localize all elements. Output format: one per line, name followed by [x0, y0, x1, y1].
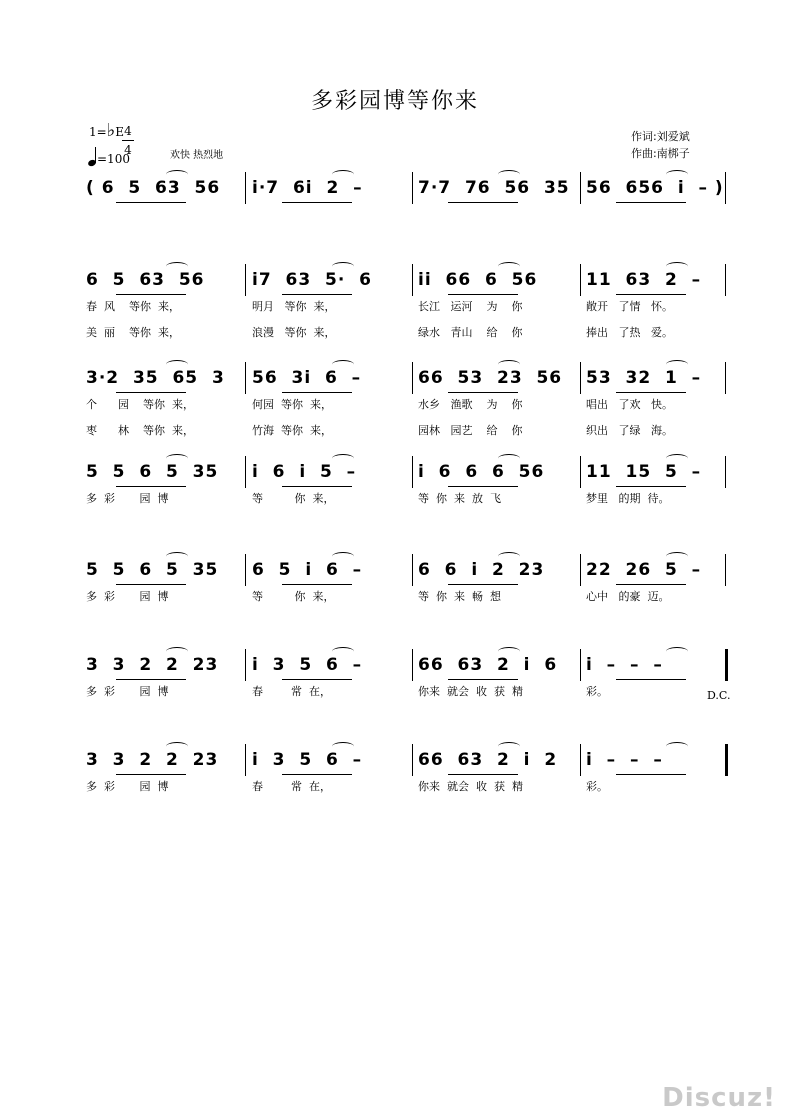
slur-mark — [498, 742, 520, 751]
beam-line — [616, 392, 686, 393]
quarter-note-icon — [88, 148, 97, 166]
slur-mark — [166, 170, 188, 179]
lyric-line: 彩。 — [586, 780, 608, 793]
lyric-line: 多 彩 园 博 — [86, 780, 169, 793]
bar-line — [412, 456, 413, 488]
measure-notes: 3 3 2 2 23 — [86, 750, 219, 770]
bar-line — [725, 744, 728, 776]
lyric-line: 心中 的豪 迈。 — [586, 590, 670, 603]
beam-line — [616, 294, 686, 295]
da-capo-mark: D.C. — [707, 689, 731, 702]
slur-mark — [498, 360, 520, 369]
measure-notes: 66 63 2 i 2 — [418, 750, 558, 770]
measure-notes: 66 63 2 i 6 — [418, 655, 558, 675]
measure-notes: i7 63 5· 6 — [252, 270, 372, 290]
beam-line — [448, 486, 518, 487]
lyric-line: 等 你 来 畅 想 — [418, 590, 501, 603]
beam-line — [616, 202, 686, 203]
bar-line — [245, 264, 246, 296]
lyric-line: 美 丽 等你 来， — [86, 326, 180, 339]
measure-notes: i – – – — [586, 655, 663, 675]
bar-line — [725, 456, 726, 488]
beam-line — [282, 486, 352, 487]
beam-line — [282, 202, 352, 203]
lyric-line: 等 你 来， — [252, 590, 335, 603]
slur-mark — [666, 262, 688, 271]
slur-mark — [332, 360, 354, 369]
lyric-line: 唱出 了欢 快。 — [586, 398, 673, 411]
beam-line — [116, 774, 186, 775]
measure-notes: i 3 5 6 – — [252, 655, 363, 675]
lyric-line: 你来 就会 收 获 精 — [418, 685, 523, 698]
measure-notes: 66 53 23 56 — [418, 368, 563, 388]
measure-notes: i 3 5 6 – — [252, 750, 363, 770]
slur-mark — [332, 552, 354, 561]
bar-line — [245, 456, 246, 488]
watermark-logo: Discuz! — [662, 1083, 776, 1113]
key-signature — [89, 120, 124, 141]
bar-line — [580, 264, 581, 296]
slur-mark — [498, 552, 520, 561]
slur-mark — [666, 742, 688, 751]
slur-mark — [166, 647, 188, 656]
slur-mark — [498, 647, 520, 656]
bar-line — [412, 744, 413, 776]
bar-line — [580, 744, 581, 776]
lyric-line: 个 园 等你 来， — [86, 398, 194, 411]
lyric-line: 等 你 来 放 飞 — [418, 492, 501, 505]
slur-mark — [498, 170, 520, 179]
measure-notes: 5 5 6 5 35 — [86, 560, 219, 580]
lyric-line: 梦里 的期 待。 — [586, 492, 670, 505]
bar-line — [412, 649, 413, 681]
slur-mark — [166, 552, 188, 561]
beam-line — [448, 679, 518, 680]
lyric-line: 竹海 等你 来， — [252, 424, 332, 437]
beam-line — [448, 584, 518, 585]
lyricist-credit: 作词:刘爱斌 — [631, 130, 690, 143]
bar-line — [245, 744, 246, 776]
tempo-marking — [88, 148, 130, 166]
slur-mark — [166, 360, 188, 369]
beam-line — [282, 679, 352, 680]
measure-notes: 56 656 i – ) — [586, 178, 724, 198]
bar-line — [245, 172, 246, 204]
beam-line — [282, 392, 352, 393]
measure-notes: ii 66 6 56 — [418, 270, 538, 290]
measure-notes: 22 26 5 – — [586, 560, 702, 580]
key-prefix: 1= — [89, 125, 107, 139]
bar-line — [412, 172, 413, 204]
lyric-line: 等 你 来， — [252, 492, 335, 505]
lyric-line: 织出 了绿 海。 — [586, 424, 673, 437]
song-title: 多彩园博等你来 — [310, 89, 479, 114]
composer-credit: 作曲:南梆子 — [631, 147, 690, 160]
slur-mark — [332, 742, 354, 751]
measure-notes: i 6 6 6 56 — [418, 462, 545, 482]
slur-mark — [666, 360, 688, 369]
slur-mark — [166, 742, 188, 751]
bar-line — [412, 362, 413, 394]
measure-notes: 7·7 76 56 35 — [418, 178, 570, 198]
slur-mark — [332, 454, 354, 463]
measure-notes: 6 6 i 2 23 — [418, 560, 545, 580]
bar-line — [580, 649, 581, 681]
slur-mark — [498, 262, 520, 271]
beam-line — [616, 679, 686, 680]
lyric-line: 敞开 了情 怀。 — [586, 300, 673, 313]
slur-mark — [332, 647, 354, 656]
lyric-line: 多 彩 园 博 — [86, 685, 169, 698]
lyric-line: 你来 就会 收 获 精 — [418, 780, 523, 793]
lyric-line: 浪漫 等你 来， — [252, 326, 336, 339]
tempo-value: =100 — [97, 152, 130, 166]
bar-line — [245, 649, 246, 681]
bar-line — [580, 362, 581, 394]
bar-line — [245, 554, 246, 586]
slur-mark — [166, 454, 188, 463]
lyric-line: 水乡 渔歌 为 你 — [418, 398, 523, 411]
beam-line — [282, 584, 352, 585]
measure-notes: 6 5 i 6 – — [252, 560, 363, 580]
bar-line — [412, 554, 413, 586]
measure-notes: 6 5 63 56 — [86, 270, 205, 290]
bar-line — [725, 264, 726, 296]
bar-line — [725, 172, 726, 204]
bar-line — [580, 554, 581, 586]
expression-marking: 欢快 热烈地 — [170, 150, 224, 161]
measure-notes: i – – – — [586, 750, 663, 770]
slur-mark — [166, 262, 188, 271]
bar-line — [580, 456, 581, 488]
time-numerator: 4 — [124, 124, 132, 138]
beam-line — [448, 392, 518, 393]
bar-line — [245, 362, 246, 394]
beam-line — [616, 584, 686, 585]
lyric-line: 春 常 在， — [252, 780, 331, 793]
measure-notes: 56 3i 6 – — [252, 368, 362, 388]
slur-mark — [498, 454, 520, 463]
lyric-line: 彩。 — [586, 685, 608, 698]
lyric-line: 多 彩 园 博 — [86, 492, 169, 505]
measure-notes: 11 15 5 – — [586, 462, 702, 482]
lyric-line: 绿水 青山 给 你 — [418, 326, 523, 339]
slur-mark — [332, 262, 354, 271]
bar-line — [412, 264, 413, 296]
slur-mark — [332, 170, 354, 179]
lyric-line: 枣 林 等你 来， — [86, 424, 194, 437]
measure-notes: i 6 i 5 – — [252, 462, 357, 482]
lyric-line: 多 彩 园 博 — [86, 590, 169, 603]
beam-line — [448, 202, 518, 203]
measure-notes: i·7 6i 2 – — [252, 178, 363, 198]
slur-mark — [666, 170, 688, 179]
beam-line — [116, 486, 186, 487]
measure-notes: 53 32 1 – — [586, 368, 702, 388]
bar-line — [725, 554, 726, 586]
beam-line — [616, 486, 686, 487]
beam-line — [116, 202, 186, 203]
beam-line — [448, 774, 518, 775]
beam-line — [616, 774, 686, 775]
beam-line — [282, 774, 352, 775]
beam-line — [116, 584, 186, 585]
beam-line — [282, 294, 352, 295]
bar-line — [725, 649, 728, 681]
lyric-line: 明月 等你 来， — [252, 300, 336, 313]
key-letter: E — [115, 125, 124, 139]
flat-sign: ♭ — [106, 120, 116, 141]
measure-notes: 11 63 2 – — [586, 270, 702, 290]
lyric-line: 园林 园艺 给 你 — [418, 424, 523, 437]
time-denominator: 4 — [122, 140, 134, 159]
slur-mark — [666, 647, 688, 656]
lyric-line: 何园 等你 来， — [252, 398, 332, 411]
beam-line — [116, 392, 186, 393]
beam-line — [448, 294, 518, 295]
measure-notes: 3 3 2 2 23 — [86, 655, 219, 675]
beam-line — [116, 679, 186, 680]
slur-mark — [666, 454, 688, 463]
measure-notes: ( 6 5 63 56 — [86, 178, 221, 198]
bar-line — [725, 362, 726, 394]
slur-mark — [666, 552, 688, 561]
lyric-line: 春 风 等你 来， — [86, 300, 180, 313]
beam-line — [116, 294, 186, 295]
lyric-line: 捧出 了热 爱。 — [586, 326, 673, 339]
lyric-line: 长江 运河 为 你 — [418, 300, 523, 313]
measure-notes: 3·2 35 65 3 — [86, 368, 225, 388]
measure-notes: 5 5 6 5 35 — [86, 462, 219, 482]
bar-line — [580, 172, 581, 204]
lyric-line: 春 常 在， — [252, 685, 331, 698]
